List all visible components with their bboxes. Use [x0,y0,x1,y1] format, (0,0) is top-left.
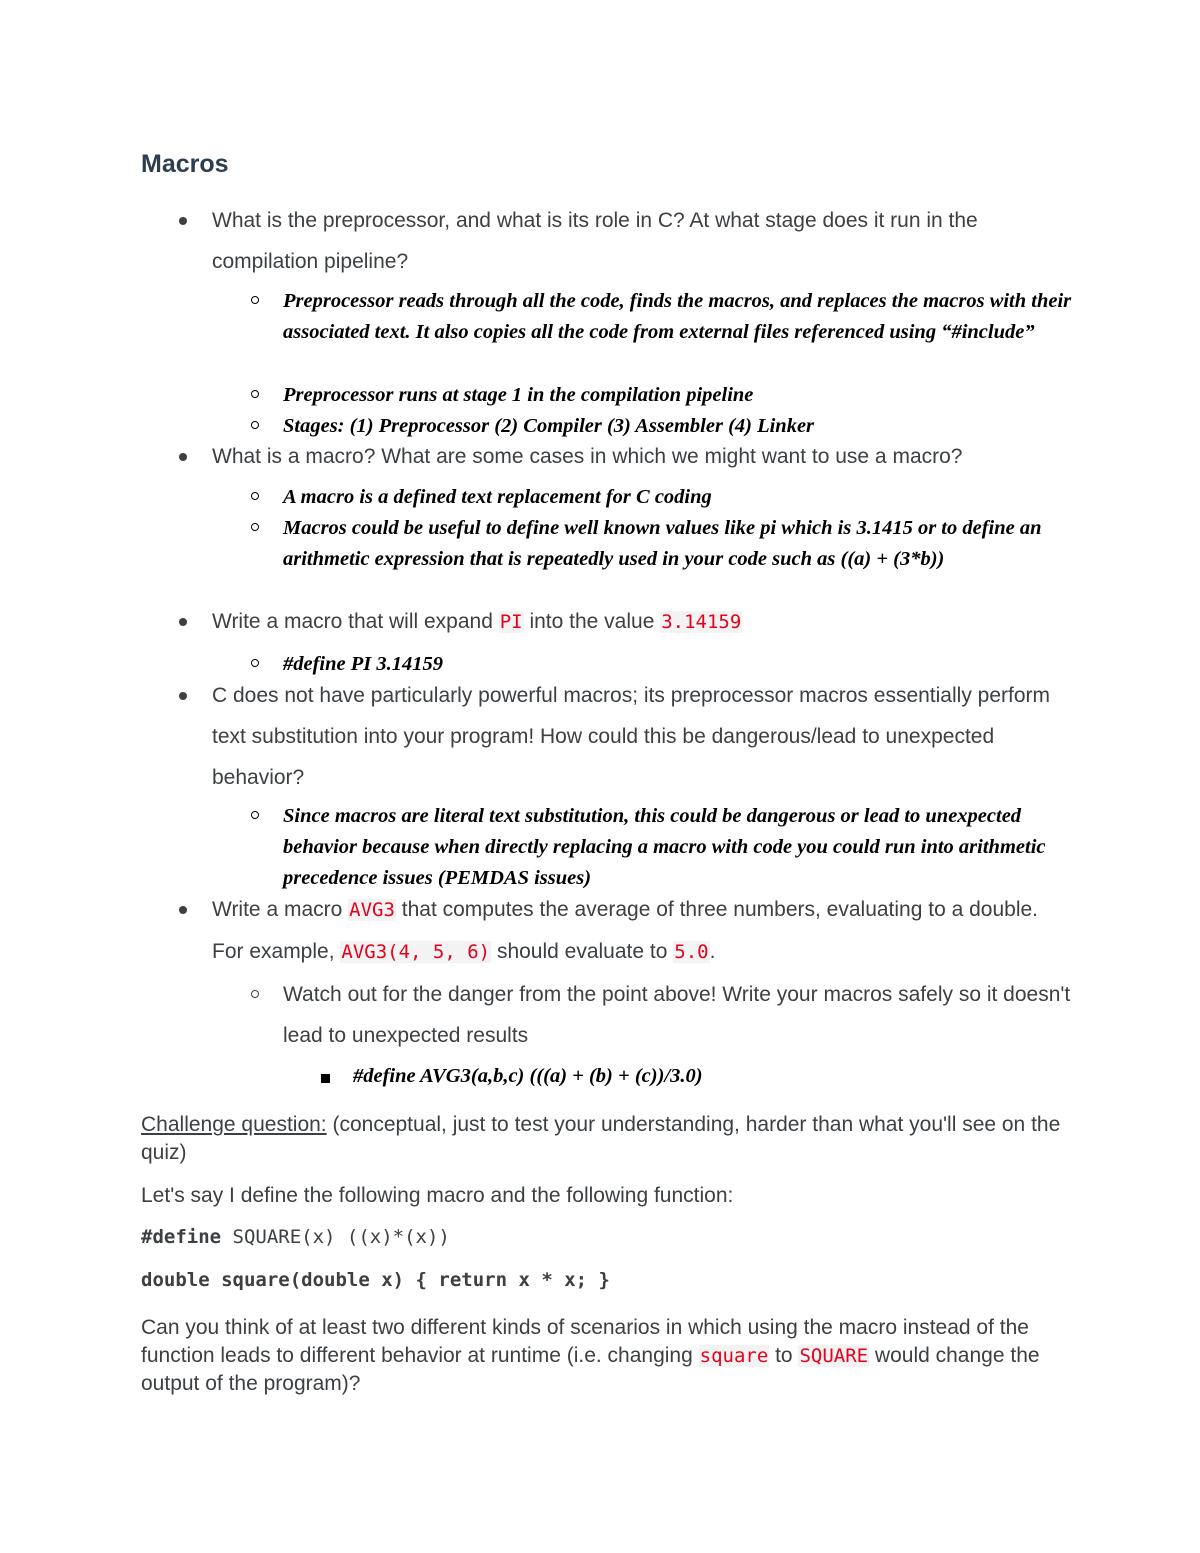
answer-text: Since macros are literal text substitution, this could be dangerous or lead to unexpected behavior because when directly replacing a macro with code you could run into arithmetic precedence issues (PEMDAS issues) [283,805,1046,889]
question-avg3 [212,889,1072,973]
answer-text: A macro is a defined text replacement for C coding [283,486,712,508]
question-danger [212,675,1072,798]
question-text: Can you think of at least two different kinds of scenarios in which using the macro instead of the function leads to different behavior at runtime (i.e. changing [141,1316,1029,1367]
bullet-icon [179,692,187,700]
answer-text: Preprocessor reads through all the code, finds the macros, and replaces the macros with their associated text. It also copies all the code from external files referenced using “#include” [283,290,1072,343]
question-pi-macro [212,601,1072,643]
question-text: to [769,1344,799,1367]
challenge-paragraph [141,1111,1061,1167]
answer-text: #define AVG3(a,b,c) (((a) + (b) + (c))/3.0) [353,1065,703,1087]
inline-code: AVG3 [349,899,395,921]
question-text: . [709,940,716,963]
challenge-label: Challenge question: [141,1113,327,1136]
inline-code: AVG3(4, 5, 6) [341,941,491,963]
question-text: What is a macro? What are some cases in which we might want to use a macro? [212,445,963,468]
code-line-macro [141,1226,450,1248]
answer-text: #define PI 3.14159 [283,653,443,675]
circle-bullet-icon [251,659,259,667]
answer-item [353,1061,1073,1092]
challenge-intro: Let's say I define the following macro and the following function: [141,1184,734,1207]
inline-code: SQUARE [799,1345,869,1367]
question-text: would change the output of the program)? [141,1344,1040,1395]
question-text: What is the preprocessor, and what is its role in C? At what stage does it run in the compilation pipeline? [212,209,978,273]
circle-bullet-icon [251,296,259,304]
challenge-text: (conceptual, just to test your understanding, harder than what you'll see on the quiz) [141,1113,1061,1164]
code-line-function: double square(double x) { return x * x; } [141,1269,610,1291]
square-bullet-icon [321,1074,330,1083]
inline-code: square [699,1345,769,1367]
answer-item [283,801,1073,894]
question-text: Write a macro that will expand [212,610,499,633]
code-keyword: #define [141,1226,222,1248]
answer-item [283,482,1073,513]
bullet-icon [179,217,187,225]
circle-bullet-icon [251,421,259,429]
question-text: should evaluate to [491,940,674,963]
question-text: C does not have particularly powerful macros; its preprocessor macros essentially perform text substitution into your program! How could this be dangerous/lead to unexpected behavior? [212,684,1051,789]
sub-item-text: Watch out for the danger from the point above! Write your macros safely so it doesn't lead to unexpected results [283,983,1071,1047]
inline-code: 3.14159 [661,611,742,633]
challenge-question [141,1314,1061,1398]
bullet-icon [179,906,187,914]
circle-bullet-icon [251,523,259,531]
question-macro [212,436,1072,477]
circle-bullet-icon [251,811,259,819]
bullet-icon [179,618,187,626]
bullet-icon [179,453,187,461]
question-preprocessor [212,200,1072,282]
answer-item [283,286,1073,348]
circle-bullet-icon [251,990,259,998]
circle-bullet-icon [251,390,259,398]
answer-item [283,513,1073,575]
circle-bullet-icon [251,492,259,500]
code-text: SQUARE(x) ((x)*(x)) [221,1226,450,1248]
inline-code: 5.0 [674,941,709,963]
question-text: that computes the average of three numbers, evaluating to a double. For example, [212,898,1039,963]
answer-text: Preprocessor runs at stage 1 in the compilation pipeline [283,384,754,406]
sub-item [283,974,1073,1056]
inline-code: PI [499,611,523,633]
answer-text: Macros could be useful to define well known values like pi which is 3.1415 or to define an arithmetic expression that is repeatedly used in your code such as ((a) + (3*b)) [283,517,1042,570]
page-title: Macros [141,150,229,178]
answer-item [283,380,1073,411]
question-text: Write a macro [212,898,349,921]
answer-text: Stages: (1) Preprocessor (2) Compiler (3) Assembler (4) Linker [283,415,815,437]
question-text: into the value [523,610,661,633]
